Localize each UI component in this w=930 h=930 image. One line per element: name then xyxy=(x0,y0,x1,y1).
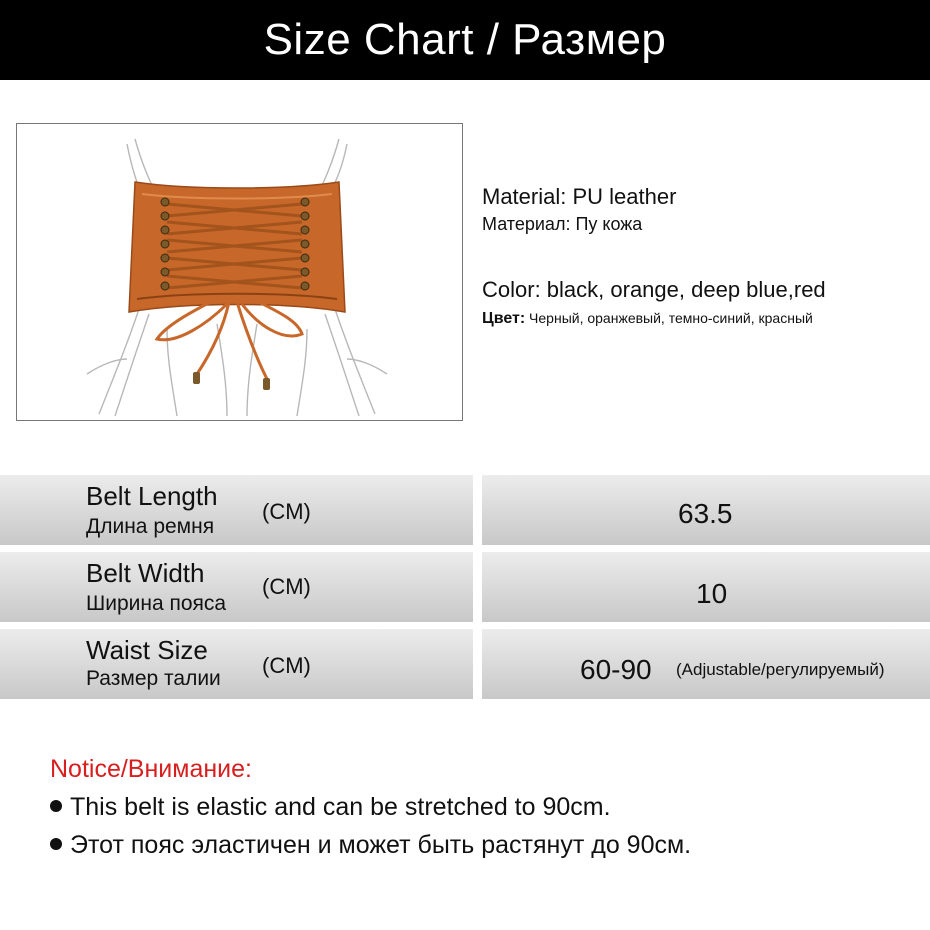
row-note: (Adjustable/регулируемый) xyxy=(676,660,885,679)
notice-text: Этот пояс эластичен и может быть растянут до 90см. xyxy=(70,831,692,859)
bullet-icon xyxy=(50,800,62,812)
row-unit: (CM) xyxy=(262,653,311,678)
bullet-icon xyxy=(50,838,62,850)
row-value-cell xyxy=(482,629,930,699)
product-image xyxy=(16,123,463,421)
row-label-ru: Ширина пояса xyxy=(86,592,227,615)
row-label-en: Belt Width xyxy=(86,558,205,588)
belt-illustration xyxy=(17,124,462,420)
row-value: 10 xyxy=(696,578,728,609)
color-ru-label: Цвет: xyxy=(482,310,526,327)
row-label-en: Waist Size xyxy=(86,635,208,665)
notice-text: This belt is elastic and can be stretched to 90cm. xyxy=(70,793,611,821)
row-label-cell xyxy=(0,552,473,622)
row-label-ru: Длина ремня xyxy=(86,515,215,538)
color-ru-values: Черный, оранжевый, темно-синий, красный xyxy=(525,310,813,326)
row-unit: (CM) xyxy=(262,499,311,524)
row-label-cell xyxy=(0,629,473,699)
table-row xyxy=(0,629,930,699)
row-label-cell xyxy=(0,475,473,545)
row-value: 60-90 xyxy=(580,654,652,685)
color-ru xyxy=(482,310,813,328)
color-en: Color: black, orange, deep blue,red xyxy=(482,277,826,302)
row-value: 63.5 xyxy=(678,498,733,529)
title-bar xyxy=(0,0,930,80)
page-title: Size Chart / Размер xyxy=(263,15,667,64)
material-en: Material: PU leather xyxy=(482,184,677,209)
row-value-cell xyxy=(482,552,930,622)
notice-item xyxy=(50,831,691,860)
notice-item xyxy=(50,793,611,822)
material-ru: Материал: Пу кожа xyxy=(482,214,643,234)
table-row xyxy=(0,552,930,622)
row-unit: (CM) xyxy=(262,574,311,599)
table-row xyxy=(0,475,930,545)
row-label-ru: Размер талии xyxy=(86,667,221,690)
row-label-en: Belt Length xyxy=(86,481,218,511)
row-value-cell xyxy=(482,475,930,545)
notice-title: Notice/Внимание: xyxy=(50,755,252,783)
